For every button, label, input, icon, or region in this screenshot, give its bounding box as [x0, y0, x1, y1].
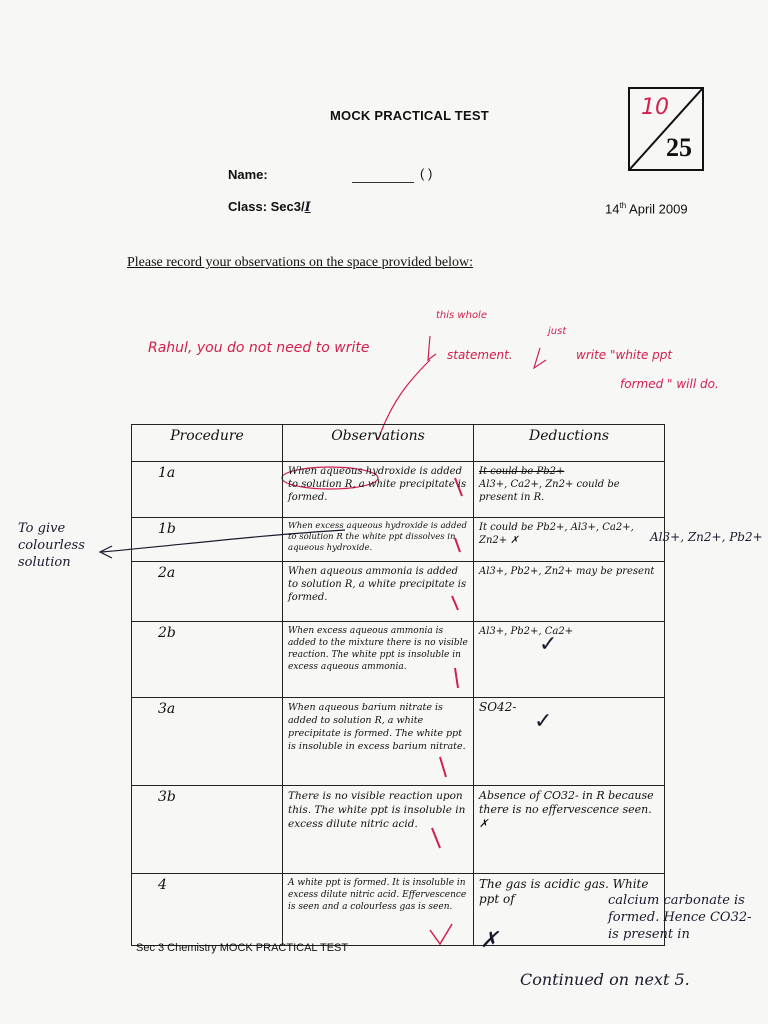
- header-observations: Observations: [283, 425, 474, 462]
- deduction-cell: The gas is acidic gas. White ppt of: [474, 874, 665, 946]
- header-procedure: Procedure: [132, 425, 283, 462]
- name-label: Name:: [228, 167, 268, 182]
- comment-just: just: [548, 326, 567, 337]
- procedure-cell: 3b: [132, 786, 283, 874]
- deduction-text: Al3+, Pb2+, Ca2+: [479, 626, 574, 637]
- deduction-text: SO42-: [479, 700, 517, 714]
- comment-insert-top: this whole: [436, 310, 487, 321]
- observation-cell: When aqueous barium nitrate is added to solution R, a white precipitate is formed. The white ppt is insoluble in excess barium nitrate.: [283, 698, 474, 786]
- deduction-cell: Al3+, Pb2+, Zn2+ may be present: [474, 562, 665, 622]
- procedure-cell: 1b: [132, 518, 283, 562]
- date-suffix: th: [619, 201, 627, 210]
- deduction-struck-text: It could be Pb2+: [479, 466, 565, 477]
- class-label-text: Class: Sec3/: [228, 199, 305, 214]
- right-margin-ions: Al3+, Zn2+, Pb2+: [650, 530, 763, 544]
- procedure-cell: 4: [132, 874, 283, 946]
- deduction-cell: Absence of CO32- in R because there is no effervescence seen. ✗: [474, 786, 665, 874]
- header-deductions: Deductions: [474, 425, 665, 462]
- tick-mark-icon: ✓: [539, 632, 558, 657]
- score-awarded: 10: [641, 95, 669, 120]
- tick-mark-icon: ✓: [534, 709, 553, 734]
- observation-cell: When aqueous hydroxide is added to solution R, a white precipitate is formed.: [283, 462, 474, 518]
- comment-line2: formed " will do.: [620, 377, 719, 391]
- footer-text: Sec 3 Chemistry MOCK PRACTICAL TEST: [136, 942, 349, 954]
- observation-cell: A white ppt is formed. It is insoluble in excess dilute nitric acid. Effervescence is seen and a colourless gas is seen.: [283, 874, 474, 946]
- date-rest: April 2009: [629, 201, 688, 217]
- deduction-cell: It could be Pb2+, Al3+, Ca2+, Zn2+ ✗: [474, 518, 665, 562]
- observation-cell: There is no visible reaction upon this. The white ppt is insoluble in excess dilute nitric acid.: [283, 786, 474, 874]
- register-number: ( ): [420, 166, 433, 181]
- observation-cell: When aqueous ammonia is added to solution R, a white precipitate is formed.: [283, 562, 474, 622]
- observation-cell: When excess aqueous hydroxide is added to solution R the white ppt dissolves in aqueous hydroxide.: [283, 518, 474, 562]
- comment-write: write "white ppt: [576, 348, 673, 362]
- procedure-cell: 1a: [132, 462, 283, 518]
- comment-insert-bottom: statement.: [447, 348, 513, 362]
- procedure-cell: 3a: [132, 698, 283, 786]
- instruction-text: Please record your observations on the space provided below:: [127, 255, 474, 270]
- observation-cell: When excess aqueous ammonia is added to the mixture there is no visible reaction. The white ppt is insoluble in excess aqueous ammonia.: [283, 622, 474, 698]
- page-title: MOCK PRACTICAL TEST: [330, 108, 489, 123]
- deduction-text: Al3+, Ca2+, Zn2+ could be present in R.: [479, 479, 620, 503]
- continued-note: Continued on next 5.: [520, 970, 690, 989]
- class-value: I: [304, 200, 311, 215]
- comment-line1: Rahul, you do not need to write: [148, 340, 370, 356]
- continuation-note: calcium carbonate is formed. Hence CO32- is present in: [608, 893, 752, 942]
- procedure-cell: 2a: [132, 562, 283, 622]
- cross-mark-icon: ✗: [480, 928, 499, 953]
- score-total: 25: [666, 133, 692, 162]
- left-margin-note: To give colourless solution: [18, 521, 85, 570]
- procedure-cell: 2b: [132, 622, 283, 698]
- date-day: 14: [605, 201, 620, 217]
